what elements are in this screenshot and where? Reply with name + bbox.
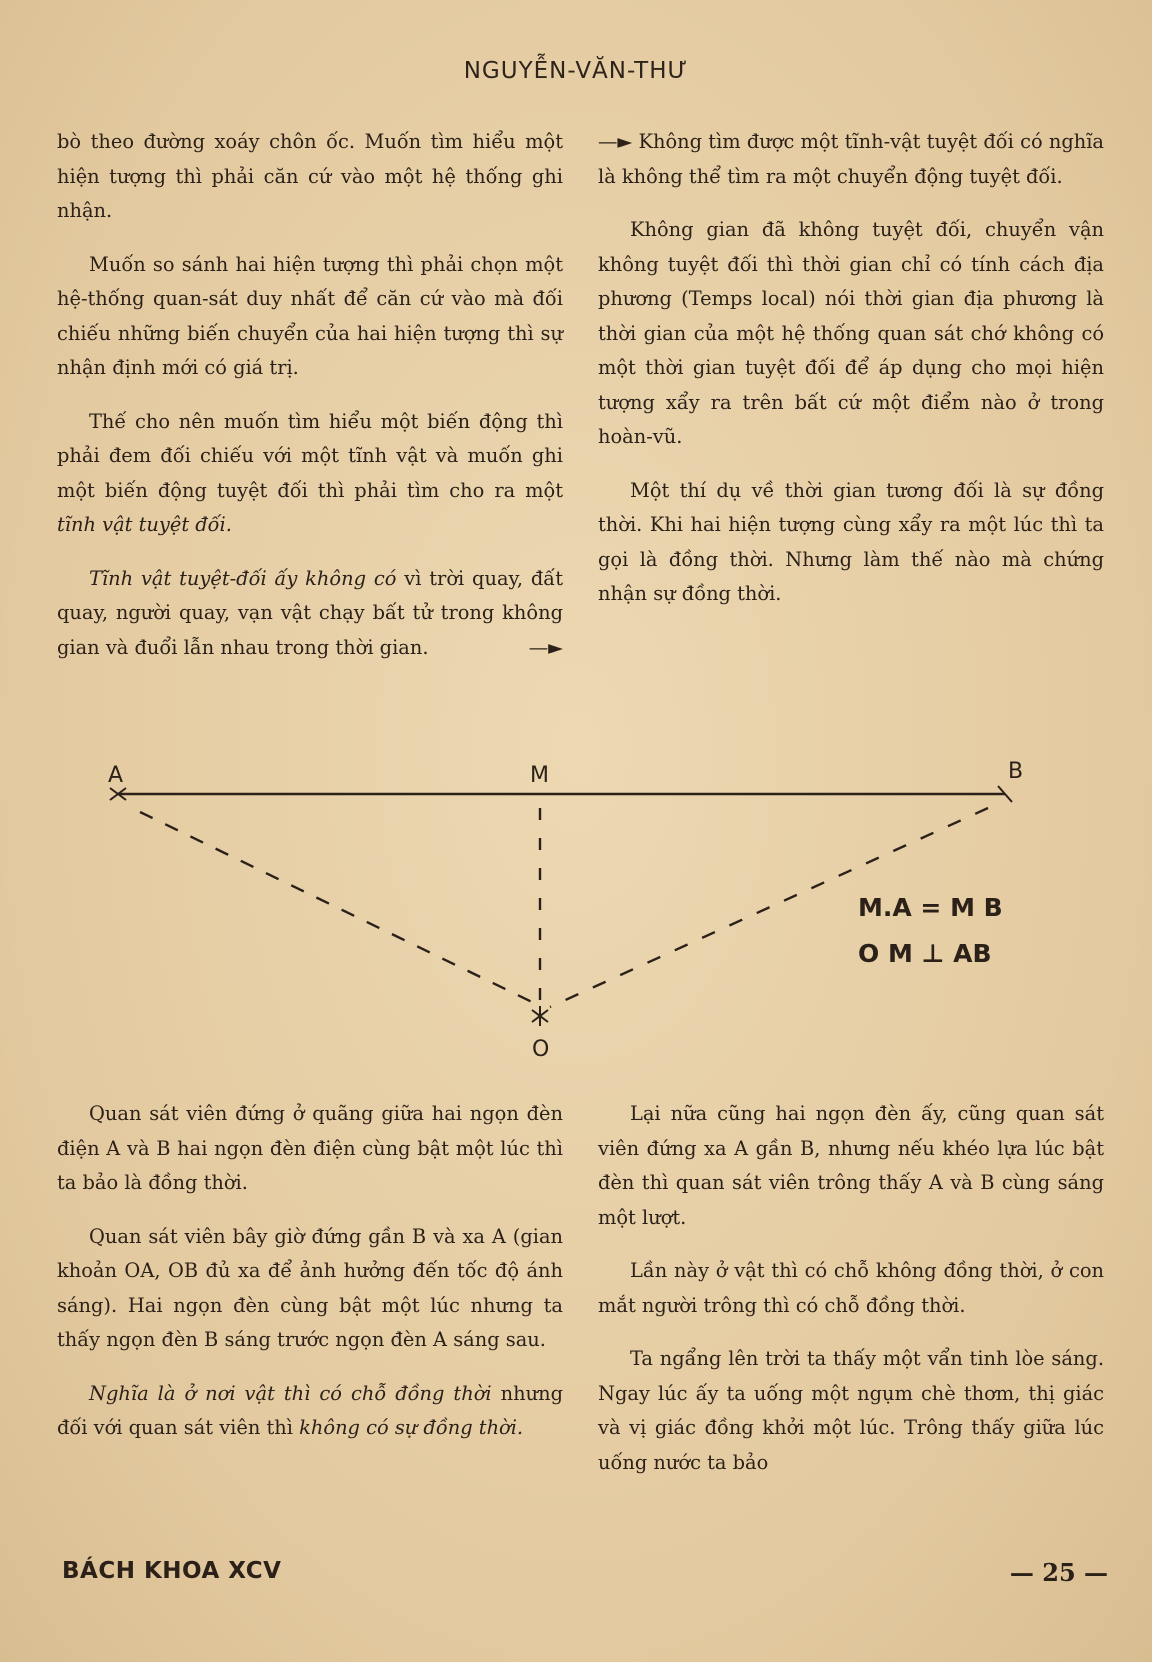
paragraph-text: nhưng đối với quan sát viên thì	[57, 1381, 563, 1439]
left-column-top	[57, 125, 563, 684]
formula-om-perp-ab: O M ⊥ AB	[858, 939, 992, 968]
paragraph: Lại nữa cũng hai ngọn đèn ấy, cũng quan sát viên đứng xa A gần B, nhưng nếu khéo lựa lúc bật đèn thì quan sát viên trông thấy A và B cùng sáng một lượt.	[598, 1102, 1104, 1229]
paragraph: Quan sát viên bây giờ đứng gần B và xa A (gian khoản OA, OB đủ xa để ảnh hưởng đến tốc độ ánh sáng). Hai ngọn đèn cùng bật một lúc nhưng ta thấy ngọn đèn B sáng trước ngọn đèn A sáng sau.	[57, 1224, 563, 1351]
paragraph	[57, 405, 563, 543]
paragraph: Không gian đã không tuyệt đối, chuyển vận không tuyệt đối thì thời gian chỉ có tính cách địa phương (Temps local) nói thời gian địa phương là thời gian của một hệ thống quan sát chớ không có một thời gian tuyệt đối để áp dụng cho mọi hiện tượng xẩy ra trên bất cứ một điểm nào ở trong hoàn-vũ.	[598, 218, 1104, 448]
point-o-mark	[532, 1006, 548, 1026]
paragraph: Lần này ở vật thì có chỗ không đồng thời, ở con mắt người trông thì có chỗ đồng thời.	[598, 1259, 1104, 1317]
continue-arrow: —►	[528, 635, 563, 659]
emphasis: Tĩnh vật tuyệt-đối ấy không có	[89, 566, 397, 590]
paragraph-text: vì trời quay, đất quay, người quay, vạn vật chạy bất tử trong không gian và đuổi lẫn nhau trong thời gian.	[57, 566, 563, 659]
paragraph	[57, 1377, 563, 1446]
left-column-bottom	[57, 1097, 563, 1465]
label-b: B	[1008, 759, 1024, 784]
paragraph: Một thí dụ về thời gian tương đối là sự đồng thời. Khi hai hiện tượng cùng xẩy ra một lúc thì ta gọi là đồng thời. Nhưng làm thế nào mà chứng nhận sự đồng thời.	[598, 478, 1104, 605]
right-column-bottom	[598, 1097, 1104, 1499]
paragraph: Quan sát viên đứng ở quãng giữa hai ngọn đèn điện A và B hai ngọn đèn điện cùng bật một lúc thì ta bảo là đồng thời.	[57, 1102, 563, 1194]
paragraph	[57, 562, 563, 666]
paragraph: Ta ngẩng lên trời ta thấy một vẩn tinh lòe sáng. Ngay lúc ấy ta uống một ngụm chè thơm, thị giác và vị giác đồng khởi một lúc. Trông thấy giữa lúc uống nước ta bảo	[598, 1347, 1104, 1474]
running-head: NGUYỄN-VĂN-THƯ	[463, 58, 689, 84]
formula-ma-mb: M.A = M B	[858, 893, 1003, 922]
segment-oa	[140, 812, 532, 1002]
right-column-top	[598, 125, 1104, 631]
emphasis: tĩnh vật tuyệt đối.	[57, 513, 232, 536]
paragraph: bò theo đường xoáy chôn ốc. Muốn tìm hiểu một hiện tượng thì phải căn cứ vào một hệ thống ghi nhận.	[57, 130, 563, 222]
paragraph-text: Thế cho nên muốn tìm hiểu một biến động thì phải đem đối chiếu với một tĩnh vật và muốn ghi một biến động tuyệt đối thì phải tìm cho ra một	[57, 409, 563, 502]
label-m: M	[530, 763, 549, 788]
simultaneity-diagram	[100, 752, 1090, 1072]
page-number: — 25 —	[1009, 1558, 1108, 1587]
paragraph: —► Không tìm được một tĩnh-vật tuyệt đối có nghĩa là không thể tìm ra một chuyển động tuyệt đối.	[598, 130, 1104, 188]
paragraph: Muốn so sánh hai hiện tượng thì phải chọn một hệ-thống quan-sát duy nhất để căn cứ vào mà đối chiếu những biến chuyển của hai hiện tượng thì sự nhận định mới có giá trị.	[57, 252, 563, 379]
journal-title: BÁCH KHOA XCV	[62, 1558, 282, 1584]
emphasis: Nghĩa là ở nơi vật thì có chỗ đồng thời	[89, 1381, 492, 1405]
label-a: A	[108, 763, 124, 788]
label-o: O	[532, 1037, 550, 1062]
emphasis: không có sự đồng thời.	[299, 1416, 524, 1439]
